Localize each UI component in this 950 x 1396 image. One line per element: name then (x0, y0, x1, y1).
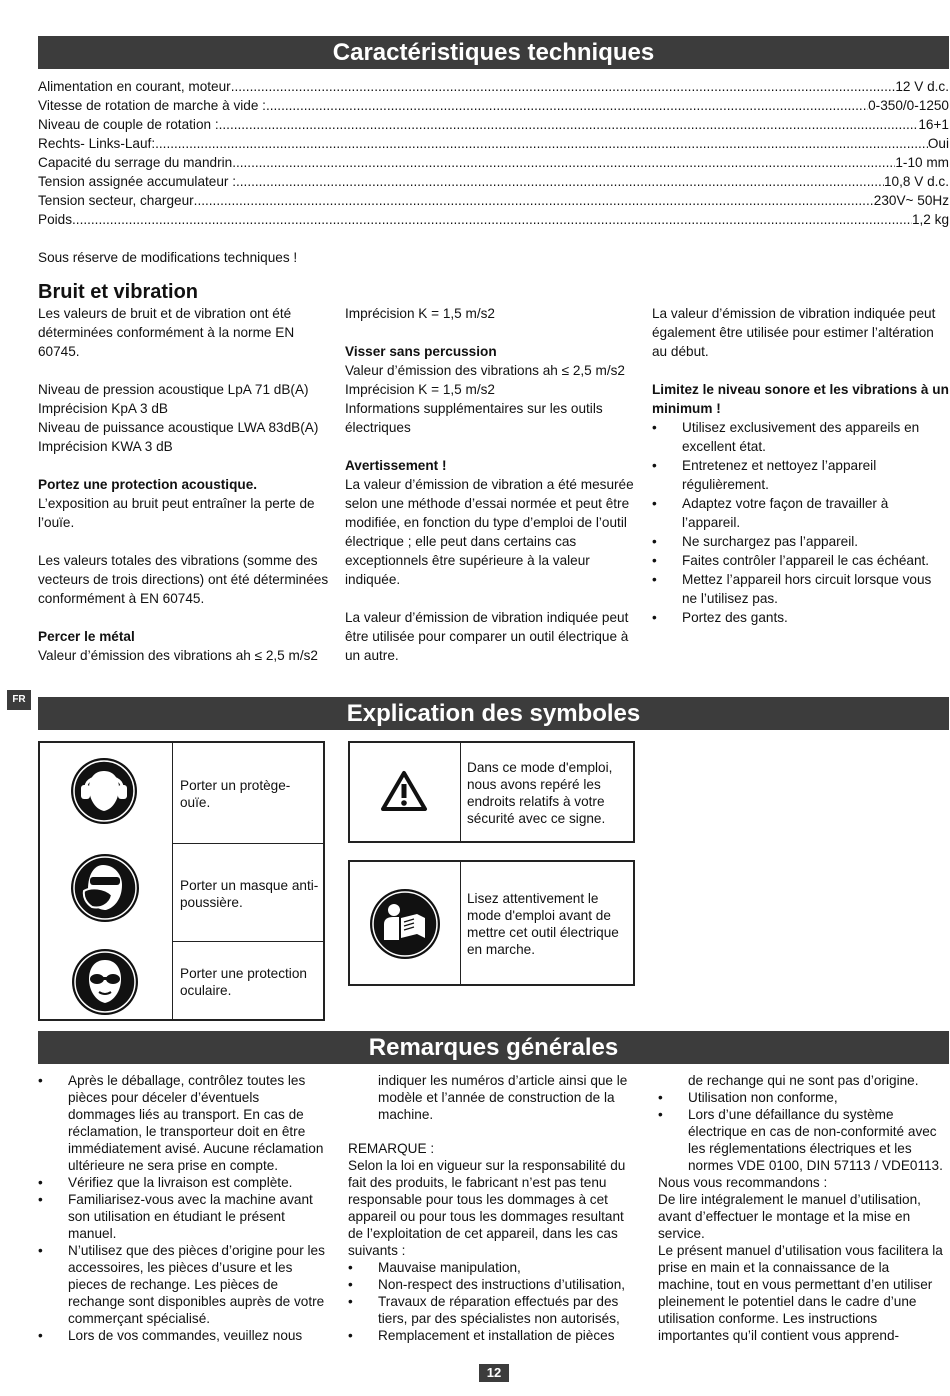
text-line: Imprécision KWA 3 dB (38, 439, 173, 454)
spec-row (38, 210, 949, 229)
noise-column-1 (38, 304, 338, 665)
list-item: • Après le déballage, contrôlez toutes les pièces pour déceler d’éventuels dommages liés au transport. En cas de réclamation, le transporteur doit en être immédiatement avisé. Aucune réclamation ultérieure ne sera prise en compte. (38, 1072, 330, 1174)
list-item-text: Vérifiez que la livraison est complète. (68, 1175, 293, 1190)
list-item: • Portez des gants. (652, 608, 950, 627)
symbol-text: Porter une protection oculaire. (180, 966, 307, 998)
paragraph: Selon la loi en vigueur sur la responsabilité du fait des produits, le fabricant n’est pas tenu responsable pour tous les dommages à cet appareil ou pour tous les dommages resultant de l’exploitation de cet appareil, dans les cas suivants : (348, 1158, 626, 1258)
text-line: Imprécision K = 1,5 m/s2 (345, 382, 495, 397)
list-item-text: Mauvaise manipulation, (378, 1260, 521, 1275)
text-line: Valeur d’émission des vibrations ah ≤ 2,5 m/s2 (38, 648, 318, 663)
list-item: • Mauvaise manipulation, (348, 1259, 640, 1276)
symbol-text: Porter un protège-ouïe. (180, 778, 291, 810)
specs-banner: Caractéristiques techniques (38, 36, 949, 69)
dust-mask-icon (70, 853, 140, 923)
list-item-text: Utilisez exclusivement des appareils en excellent état. (682, 420, 920, 454)
spec-value: 1-10 mm (895, 155, 949, 170)
list-item: • Lors d’une défaillance du système électrique en cas de non-conformité avec les réglementations électriques et les normes VDE 0100, DIN 57113 / VDE0113. (658, 1106, 948, 1174)
text-line: Valeur d’émission des vibrations ah ≤ 2,5 m/s2 (345, 363, 625, 378)
paragraph: Le présent manuel d’utilisation vous facilitera la prise en main et la connaissance de la machine, tout en vous permettant d’en utiliser pleinement le potentiel dans le cadre d’une utilisation conforme. Les instructions importantes qu’il contient vous apprend- (658, 1243, 943, 1343)
list-item: • Mettez l’appareil hors circuit lorsque vous ne l’utilisez pas. (652, 570, 950, 608)
list-item-text: Mettez l’appareil hors circuit lorsque vous ne l’utilisez pas. (682, 572, 932, 606)
symbol-text: Dans ce mode d'emploi, nous avons repéré les endroits relatifs à votre sécurité avec ce signe. (467, 760, 613, 826)
spec-label: Niveau de couple de rotation : (38, 117, 219, 132)
spec-label: Capacité du serrage du mandrin (38, 155, 233, 170)
symbols-banner: Explication des symboles (38, 697, 949, 730)
subheading: minimum ! (652, 401, 721, 416)
subheading: Portez une protection acoustique. (38, 477, 258, 492)
symbols-table-manual (348, 860, 635, 986)
paragraph: De lire intégralement le manuel d’utilisation, avant d’effectuer le montage et la mise en service. (658, 1192, 921, 1241)
spec-label: Alimentation en courant, moteur (38, 79, 231, 94)
paragraph: La valeur d’émission de vibration a été mesurée selon une méthode d’essai normée et peut être modifiée, en fonction du type d’emploi de l’outil électrique ; elle peut dans certains cas exceptionnels être supérieure à la valeur indiquée. (345, 477, 634, 587)
list-item: • Non-respect des instructions d’utilisation, (348, 1276, 640, 1293)
spec-row (38, 115, 949, 134)
subheading: REMARQUE : (348, 1141, 435, 1156)
remarks-column-1 (38, 1072, 330, 1344)
noise-heading: Bruit et vibration (38, 281, 199, 303)
list-item: • Ne surchargez pas l’appareil. (652, 532, 950, 551)
list-item: • Utilisation non conforme, (658, 1089, 948, 1106)
spec-value: Oui (927, 136, 949, 151)
list-item-text: Remplacement et installation de pièces (378, 1328, 615, 1343)
symbol-text: Porter un masque anti-poussière. (180, 878, 319, 910)
list-item: • Vérifiez que la livraison est complète. (38, 1174, 330, 1191)
spec-label: Vitesse de rotation de marche à vide : (38, 98, 266, 113)
subheading: Percer le métal (38, 629, 135, 644)
spec-value: 230V~ 50Hz (873, 193, 949, 208)
spec-row (38, 191, 949, 210)
list-item-text: Après le déballage, contrôlez toutes les pièces pour déceler d’éventuels dommages liés au transport. En cas de réclamation, le transporteur doit en être immédiatement avisé. Aucune réclamation ultérieure ne sera prise en compte. (68, 1073, 324, 1173)
spec-row (38, 172, 949, 191)
language-tab: FR (7, 690, 31, 710)
list-item-text: Utilisation non conforme, (688, 1090, 838, 1105)
list-item: • N’utilisez que des pièces d’origine pour les accessoires, les pièces d’usure et les pieces de rechange. Les pièces de rechange sont disponibles auprès de votre commerçant spécialisé. (38, 1242, 330, 1327)
paragraph: Informations supplémentaires sur les outils électriques (345, 401, 603, 435)
spec-value: 1,2 kg (911, 212, 949, 227)
paragraph: Nous vous recommandons : (658, 1175, 828, 1190)
remarks-column-2 (348, 1072, 640, 1344)
subheading: Avertissement ! (345, 458, 447, 473)
list-item-text: N’utilisez que des pièces d’origine pour les accessoires, les pièces d’usure et les pieces de rechange. Les pièces de rechange sont disponibles auprès de votre commerçant spécialisé. (68, 1243, 325, 1326)
spec-value: 12 V d.c. (895, 79, 949, 94)
paragraph: La valeur d’émission de vibration indiquée peut également être utilisée pour estimer l’altération au début. (652, 306, 936, 359)
list-item-text: Entretenez et nettoyez l’appareil régulièrement. (682, 458, 877, 492)
specs-note: Sous réserve de modifications techniques ! (38, 250, 298, 265)
subheading: Limitez le niveau sonore et les vibrations à un (652, 382, 949, 397)
spec-value: 0-350/0-1250 (868, 98, 949, 113)
noise-column-2 (345, 304, 645, 665)
list-item-text: Faites contrôler l’appareil le cas échéant. (682, 553, 930, 568)
list-item-text: Adaptez votre façon de travailler à l’appareil. (682, 496, 889, 530)
spec-row (38, 134, 949, 153)
text-line: Niveau de pression acoustique LpA 71 dB(A) (38, 382, 309, 397)
text-line: Niveau de puissance acoustique LWA 83dB(A) (38, 420, 319, 435)
list-item: • Entretenez et nettoyez l’appareil régulièrement. (652, 456, 950, 494)
list-item: • Travaux de réparation effectués par des tiers, par des spécialistes non autorisés, (348, 1293, 640, 1327)
spec-label: Poids (38, 212, 73, 227)
list-item-text: Travaux de réparation effectués par des tiers, par des spécialistes non autorisés, (378, 1294, 620, 1326)
list-item: • Faites contrôler l’appareil le cas échéant. (652, 551, 950, 570)
spec-row (38, 153, 949, 172)
ear-protection-icon (70, 757, 138, 825)
paragraph: Les valeurs de bruit et de vibration ont été déterminées conformément à la norme EN 60745. (38, 306, 295, 359)
remarks-column-3 (658, 1072, 948, 1344)
paragraph: de rechange qui ne sont pas d’origine. (688, 1073, 919, 1088)
text-line: Imprécision K = 1,5 m/s2 (345, 306, 495, 321)
read-manual-icon (369, 888, 441, 960)
list-item-text: Non-respect des instructions d’utilisation, (378, 1277, 626, 1292)
spec-row (38, 96, 949, 115)
list-item: • Utilisez exclusivement des appareils en excellent état. (652, 418, 950, 456)
symbol-text: Lisez attentivement le mode d'emploi avant de mettre cet outil électrique en marche. (467, 891, 619, 957)
symbols-table-left (38, 741, 325, 1021)
spec-row (38, 77, 949, 96)
spec-label: Tension secteur, chargeur (38, 193, 194, 208)
paragraph: Les valeurs totales des vibrations (somme des vecteurs de trois directions) ont été déterminées conformément à EN 60745. (38, 553, 329, 606)
paragraph: La valeur d’émission de vibration indiquée peut être utilisée pour comparer un outil électrique à un autre. (345, 610, 629, 663)
spec-label: Tension assignée accumulateur : (38, 174, 236, 189)
spec-value: 16+1 (918, 117, 949, 132)
list-item-text: Ne surchargez pas l’appareil. (682, 534, 859, 549)
remarks-banner: Remarques générales (38, 1031, 949, 1064)
list-item-text: Familiarisez-vous avec la machine avant son utilisation en étudiant le présent manuel. (68, 1192, 313, 1241)
paragraph: L’exposition au bruit peut entraîner la perte de l’ouïe. (38, 496, 315, 530)
list-item-text: Lors d’une défaillance du système électrique en cas de non-conformité avec les réglementations électriques et les normes VDE 0100, DIN 57113 / VDE0113. (688, 1107, 943, 1173)
list-item: • Lors de vos commandes, veuillez nous (38, 1327, 330, 1344)
list-item-text: Lors de vos commandes, veuillez nous (68, 1328, 303, 1343)
list-item: • Familiarisez-vous avec la machine avant son utilisation en étudiant le présent manuel. (38, 1191, 330, 1242)
spec-value: 10,8 V d.c. (884, 174, 949, 189)
list-item: • Remplacement et installation de pièces (348, 1327, 640, 1344)
list-item: • Adaptez votre façon de travailler à l’appareil. (652, 494, 950, 532)
warning-triangle-icon (380, 770, 428, 812)
paragraph: indiquer les numéros d’article ainsi que le modèle et l’année de construction de la machine. (378, 1073, 628, 1122)
noise-column-3 (652, 304, 950, 627)
eye-protection-icon (71, 948, 139, 1016)
list-item-text: Portez des gants. (682, 610, 788, 625)
spec-label: Rechts- Links-Lauf: (38, 136, 156, 151)
text-line: Imprécision KpA 3 dB (38, 401, 168, 416)
specs-list (38, 77, 949, 229)
subheading: Visser sans percussion (345, 344, 497, 359)
page-number: 12 (479, 1364, 509, 1382)
symbols-table-warning (348, 741, 635, 843)
